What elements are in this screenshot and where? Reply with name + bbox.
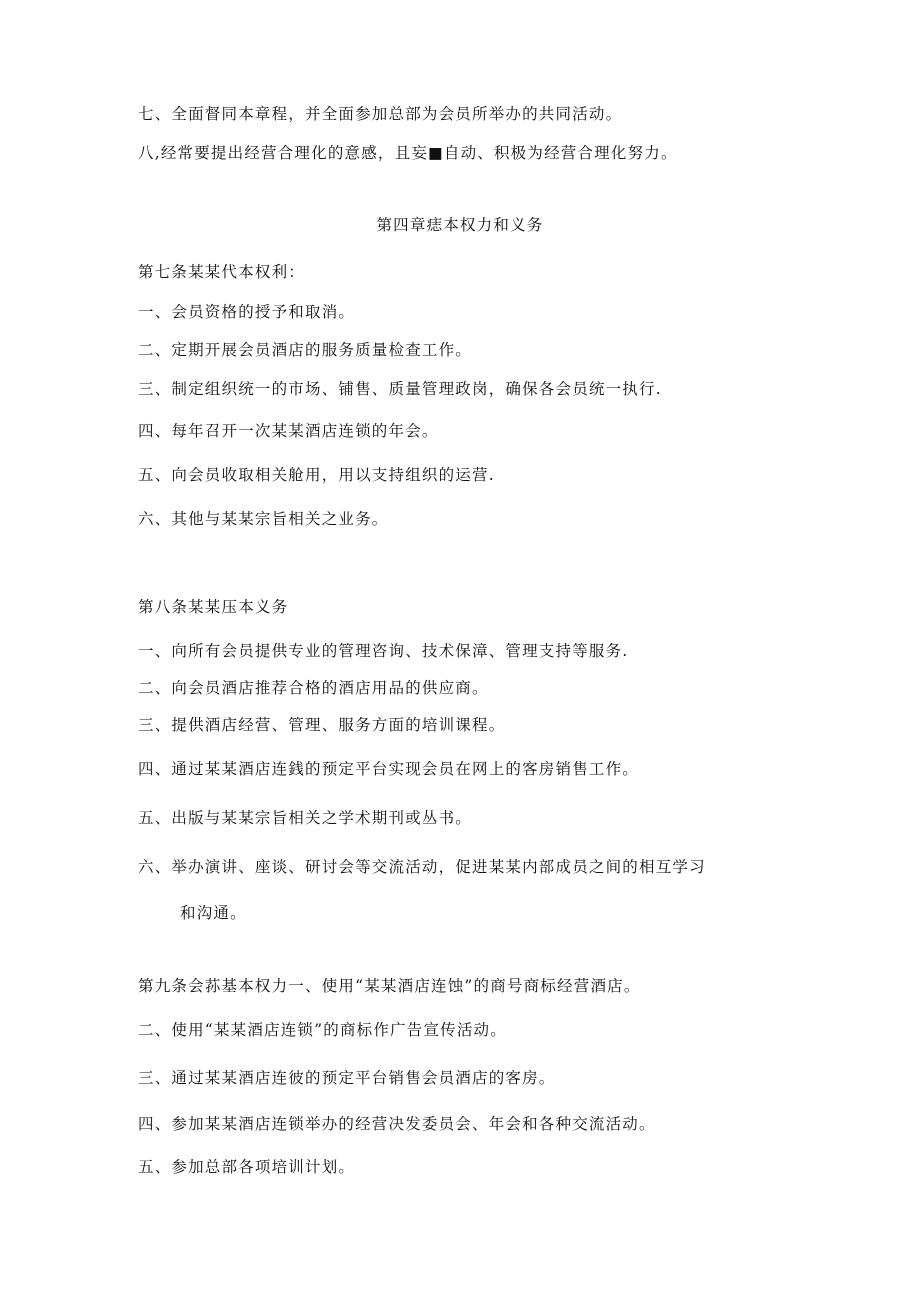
chapter-heading: 第四章痣本权力和义务 (376, 216, 544, 234)
article-9-item-2: 二、使用“某某酒店连锁”的商标作广告宣传活动。 (138, 1021, 507, 1039)
article-8-item-5: 五、出版与某某宗旨相关之学术期刊或丛书。 (138, 809, 473, 827)
article-8-item-6: 六、举办演讲、座谈、研讨会等交流活动，促进某某内部成员之间的相互学习 (138, 858, 706, 876)
clause-7: 七、全面督同本章程，并全面参加总部为会员所举办的共同活动。 (138, 105, 623, 123)
article-7-item-6: 六、其他与某某宗旨相关之业务。 (138, 510, 389, 528)
clause-8: 八,经常要提出经营合理化的意感，且妄■自动、积极为经营合理化努力。 (138, 144, 678, 162)
article-9-heading: 第九条会荪基本权力一、使用“某某酒店连蚀”的商号商标经营酒店。 (138, 977, 641, 995)
article-7-heading: 第七条某某代本权利： (138, 263, 306, 281)
article-8-item-2: 二、向会员酒店推荐合格的酒店用品的供应商。 (138, 679, 489, 697)
article-8-heading: 第八条某某压本义务 (138, 598, 289, 616)
article-7-item-2: 二、定期开展会员酒店的服务质量检查工作。 (138, 341, 473, 359)
article-9-item-4: 四、参加某某酒店连锁举办的经营决发委员会、年会和各种交流活动。 (138, 1115, 656, 1133)
article-8-item-1: 一、向所有会员提供专业的管理咨询、技术保漳、管理支持等服务. (138, 642, 629, 660)
article-7-item-1: 一、会员资格的授予和取消。 (138, 303, 356, 321)
article-9-item-5: 五、参加总部各项培训计划。 (138, 1158, 356, 1176)
article-8-item-3: 三、提供酒店经营、管理、服务方面的培训课程。 (138, 716, 506, 734)
article-9-item-3: 三、通过某某酒店连彼的预定平台销售会员酒店的客房。 (138, 1069, 556, 1087)
article-7-item-5: 五、向会员收取相关舱用，用以支持组织的运营. (138, 466, 495, 484)
article-8-item-4: 四、通过某某酒店连銭的预定平台实现会员在网上的客房销售工作。 (138, 760, 640, 778)
article-8-item-6-continued: 和沟通。 (180, 904, 247, 922)
article-7-item-4: 四、每年召开一次某某酒店连锁的年会。 (138, 422, 439, 440)
article-7-item-3: 三、制定组织统一的市场、铺售、质量管理政岗，确保各会员统一执行. (138, 380, 662, 398)
